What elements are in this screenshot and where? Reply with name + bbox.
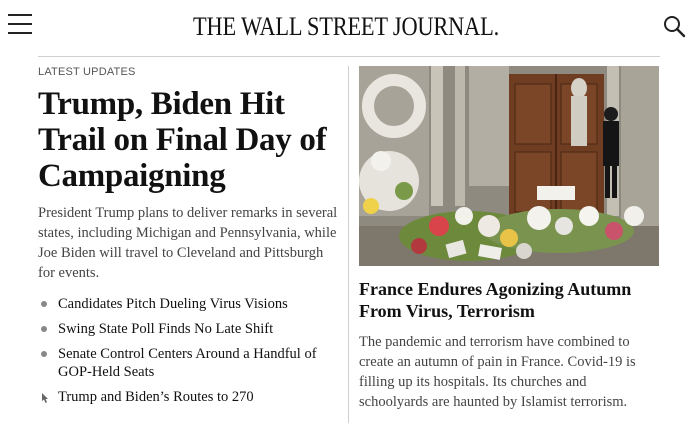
- secondary-story: [359, 66, 659, 412]
- bullet-dot-icon: [41, 301, 47, 307]
- list-item[interactable]: [38, 320, 338, 338]
- related-links-list: [38, 295, 338, 406]
- related-link[interactable]: Swing State Poll Finds No Late Shift: [58, 321, 274, 337]
- secondary-headline[interactable]: France Endures Agonizing Autumn From Virus, Terrorism: [359, 279, 632, 321]
- related-link[interactable]: Candidates Pitch Dueling Virus Visions: [58, 296, 288, 312]
- list-item[interactable]: [38, 295, 338, 313]
- bullet-dot-icon: [41, 326, 47, 332]
- list-item[interactable]: [38, 388, 338, 406]
- column-divider: [348, 66, 349, 423]
- site-header: [0, 0, 692, 52]
- bullet-dot-icon: [41, 351, 47, 357]
- lead-story: [38, 64, 338, 413]
- lead-summary: President Trump plans to deliver remarks in several states, including Michigan and Pennsylvania, while Joe Biden will travel to Cleveland and Pittsburgh for events.: [38, 205, 338, 281]
- header-divider: [38, 56, 660, 57]
- search-icon[interactable]: [662, 14, 686, 38]
- related-link[interactable]: Senate Control Centers Around a Handful of GOP-Held Seats: [58, 346, 317, 380]
- story-photo[interactable]: [359, 66, 659, 266]
- masthead-logo[interactable]: THE WALL STREET JOURNAL.: [193, 12, 499, 41]
- secondary-summary: The pandemic and terrorism have combined to create an autumn of pain in France. Covid-19 is filling up its hospitals. Its churches and schoolyards are haunted by Islamist terrorism.: [359, 334, 636, 410]
- list-item[interactable]: [38, 345, 338, 381]
- section-label[interactable]: LATEST UPDATES: [38, 66, 136, 78]
- lead-headline[interactable]: Trump, Biden Hit Trail on Final Day of Campaigning: [38, 86, 327, 194]
- interactive-pointer-icon: [39, 392, 51, 404]
- related-link[interactable]: Trump and Biden’s Routes to 270: [58, 389, 254, 405]
- hamburger-menu-icon[interactable]: [8, 14, 34, 38]
